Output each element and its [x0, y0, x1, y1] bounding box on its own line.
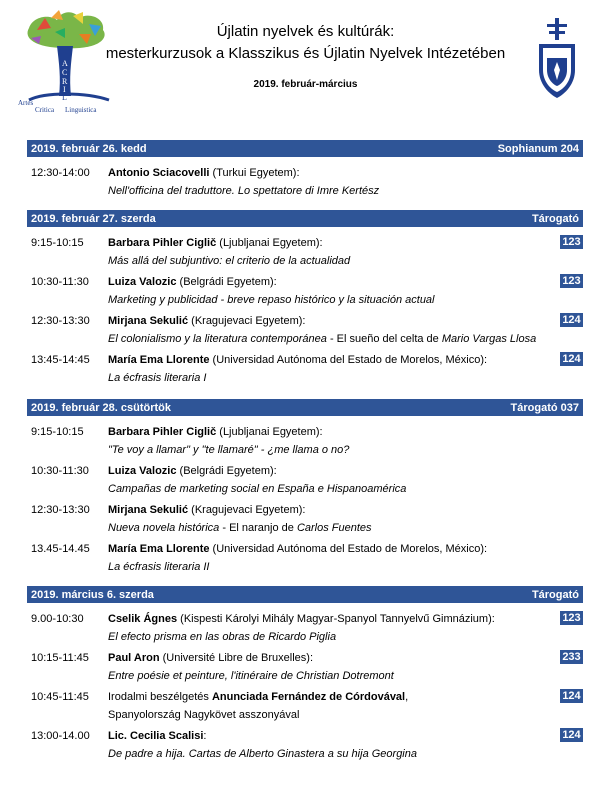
session-title: Entre poésie et peinture, l'itinéraire de Christian Dotremont [108, 670, 394, 682]
speaker [108, 650, 313, 666]
speaker-name: Barbara Pihler Ciglič [108, 237, 217, 249]
session-title-main: El colonialismo y la literatura contemporánea [108, 333, 327, 345]
title-line-1: Újlatin nyelvek és kultúrák: [216, 23, 395, 40]
session-time: 10:30-11:30 [31, 276, 89, 288]
session-title [108, 520, 372, 536]
session-title: Nell'officina del traduttore. Lo spettatore di Imre Kertész [108, 185, 380, 197]
speaker-name: Mirjana Sekulić [108, 504, 189, 516]
speaker-name: Lic. Cecilia Scalisi [108, 730, 204, 742]
speaker-affiliation: : [203, 730, 207, 742]
speaker-affiliation: (Kragujevaci Egyetem): [188, 504, 306, 516]
room-badge: 233 [560, 650, 583, 664]
day-2019-02-27 [27, 210, 583, 390]
day-header [27, 399, 583, 416]
logo-critica: Critica [35, 106, 55, 114]
speaker [108, 502, 305, 518]
session-time: 12:30-14:00 [31, 167, 90, 179]
speaker-name: María Ema Llorente [108, 354, 210, 366]
speaker-name: Cselik Ágnes [108, 613, 178, 625]
speaker [108, 274, 277, 290]
room-badge: 123 [560, 235, 583, 249]
speaker-name: Luiza Valozic [108, 276, 177, 288]
room-badge: 123 [560, 611, 583, 625]
speaker [108, 313, 305, 329]
day-label: 2019. február 27. szerda [31, 212, 156, 225]
room-badge: 124 [560, 313, 583, 327]
session-time: 12:30-13:30 [31, 315, 90, 327]
session-title: La écfrasis literaria I [108, 372, 207, 384]
speaker-affiliation: (Kispesti Károlyi Mihály Magyar-Spanyol Tannyelvű Gimnázium): [177, 613, 495, 625]
day-header [27, 140, 583, 157]
speaker-affiliation: (Belgrádi Egyetem): [176, 276, 277, 288]
speaker [108, 728, 206, 744]
session-time: 9:15-10:15 [31, 426, 84, 438]
session-title-main: Nueva novela histórica [108, 522, 220, 534]
session-time: 10:15-11:45 [31, 652, 89, 664]
speaker [108, 352, 487, 368]
session-title: Más allá del subjuntivo: el criterio de la actualidad [108, 255, 351, 267]
session-title-author: Mario Vargas Llosa [441, 333, 537, 345]
session-title: El efecto prisma en las obras de Ricardo Piglia [108, 631, 337, 643]
speaker [108, 165, 300, 181]
speaker [108, 463, 277, 479]
speaker-affiliation: (Ljubljanai Egyetem): [216, 237, 323, 249]
room-badge: 124 [560, 689, 583, 703]
speaker-name: Barbara Pihler Ciglič [108, 426, 217, 438]
speaker-affiliation: (Turkui Egyetem): [209, 167, 300, 179]
day-2019-02-28 [27, 399, 583, 579]
day-label: 2019. február 26. kedd [31, 142, 147, 155]
speaker [108, 424, 323, 440]
room-badge: 123 [560, 274, 583, 288]
university-crest-icon [533, 18, 581, 98]
day-2019-02-26 [27, 140, 583, 200]
speaker-prefix: Irodalmi beszélgetés [108, 691, 212, 703]
day-header [27, 586, 583, 603]
session-title: Spanyolország Nagykövet asszonyával [108, 709, 300, 721]
day-label: 2019. március 6. szerda [31, 588, 154, 601]
speaker-affiliation: (Universidad Autónoma del Estado de Morelos, México): [209, 354, 488, 366]
speaker-affiliation: (Universidad Autónoma del Estado de Morelos, México): [209, 543, 488, 555]
day-label: 2019. február 28. csütörtök [31, 401, 172, 414]
day-header [27, 210, 583, 227]
speaker [108, 689, 408, 705]
speaker [108, 235, 323, 251]
session-title-author: Carlos Fuentes [296, 522, 372, 534]
session-time: 13:45-14:45 [31, 354, 90, 366]
date-range: 2019. február-március [253, 79, 358, 90]
session-title [108, 331, 536, 347]
title-line-2: mesterkurzusok a Klasszikus és Újlatin Nyelvek Intézetében [105, 45, 506, 62]
day-2019-03-06 [27, 586, 583, 766]
day-room: Sophianum 204 [497, 142, 579, 155]
speaker-name: Anunciada Fernández de Córdovával [211, 691, 406, 703]
session-title: De padre a hija. Cartas de Alberto Ginastera a su hija Georgina [108, 748, 417, 760]
session-title: La écfrasis literaria II [108, 561, 210, 573]
acril-letter-a: A [62, 59, 68, 68]
speaker-name: Mirjana Sekulić [108, 315, 189, 327]
speaker-affiliation: (Kragujevaci Egyetem): [188, 315, 306, 327]
speaker-affiliation: (Université Libre de Bruxelles): [159, 652, 313, 664]
speaker-name: Antonio Sciacovelli [108, 167, 210, 179]
speaker-affiliation: , [405, 691, 409, 703]
day-room: Tárogató [531, 212, 579, 225]
session-title: Marketing y publicidad - breve repaso histórico y la situación actual [108, 294, 435, 306]
speaker-name: María Ema Llorente [108, 543, 210, 555]
acril-letter-r: R [62, 77, 68, 86]
acril-letter-l: L [62, 93, 67, 102]
session-time: 10:45-11:45 [31, 691, 89, 703]
logo-artes: Artes [18, 99, 34, 107]
session-time: 13.45-14.45 [31, 543, 90, 555]
session-title: "Te voy a llamar" y "te llamaré" - ¿me llama o no? [108, 444, 350, 456]
day-room: Tárogató 037 [510, 401, 579, 414]
room-badge: 124 [560, 728, 583, 742]
header [0, 0, 611, 120]
speaker-affiliation: (Ljubljanai Egyetem): [216, 426, 323, 438]
session-time: 12:30-13:30 [31, 504, 90, 516]
acril-letter-i: I [63, 85, 66, 94]
session-time: 13:00-14.00 [31, 730, 90, 742]
acril-letter-c: C [62, 68, 68, 77]
logo-linguistica: Linguistica [65, 106, 97, 114]
speaker [108, 611, 495, 627]
room-badge: 124 [560, 352, 583, 366]
speaker-affiliation: (Belgrádi Egyetem): [176, 465, 277, 477]
session-time: 10:30-11:30 [31, 465, 89, 477]
day-room: Tárogató [531, 588, 579, 601]
session-title: Campañas de marketing social en España e Hispanoamérica [108, 483, 407, 495]
session-title-mid: - El sueño del celta de [326, 333, 442, 345]
session-title-mid: - El naranjo de [219, 522, 297, 534]
session-time: 9:15-10:15 [31, 237, 84, 249]
session-time: 9.00-10:30 [31, 613, 84, 625]
speaker [108, 541, 487, 557]
speaker-name: Paul Aron [108, 652, 160, 664]
speaker-name: Luiza Valozic [108, 465, 177, 477]
